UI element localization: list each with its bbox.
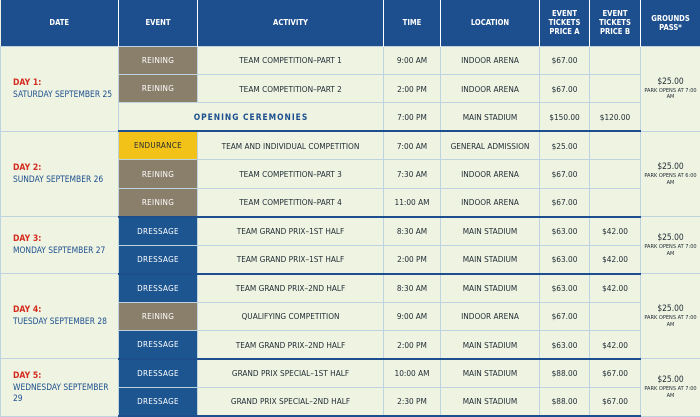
day-cell <box>1 46 119 131</box>
price-b-cell: $42.00 <box>590 217 641 245</box>
table-row <box>1 46 700 74</box>
activity-cell: GRAND PRIX SPECIAL–2ND HALF <box>198 387 384 416</box>
grounds-pass-price: $25.00 <box>657 374 684 385</box>
location-cell: INDOOR ARENA <box>441 74 540 102</box>
price-a-cell: $63.00 <box>540 245 590 273</box>
price-b-cell <box>590 302 641 330</box>
location-cell: MAIN STADIUM <box>441 103 540 131</box>
park-opens-note: PARK OPENS AT 7:00 AM <box>644 87 697 101</box>
table-row <box>1 274 700 302</box>
price-a-cell: $67.00 <box>540 302 590 330</box>
event-cell: DRESSAGE <box>119 245 198 273</box>
park-opens-note: PARK OPENS AT 7:00 AM <box>644 244 697 257</box>
table-row <box>1 359 700 387</box>
event-cell: REINING <box>119 74 198 102</box>
price-a-cell: $67.00 <box>540 188 590 216</box>
time-cell: 7:00 PM <box>384 103 441 131</box>
activity-cell: TEAM GRAND PRIX–1ST HALF <box>198 217 384 245</box>
header-event: EVENT <box>119 0 198 46</box>
activity-cell: TEAM GRAND PRIX–2ND HALF <box>198 331 384 359</box>
day-label: DAY 3: <box>13 234 42 245</box>
time-cell: 8:30 AM <box>384 274 441 302</box>
price-b-cell <box>590 188 641 216</box>
park-opens-note: PARK OPENS AT 6:00 AM <box>644 173 697 186</box>
activity-cell: TEAM GRAND PRIX–1ST HALF <box>198 245 384 273</box>
header-row <box>1 0 700 46</box>
price-a-cell: $67.00 <box>540 160 590 188</box>
day-date: SATURDAY SEPTEMBER 25 <box>13 88 113 99</box>
time-cell: 9:00 AM <box>384 302 441 330</box>
day-cell <box>1 131 119 216</box>
price-a-cell: $63.00 <box>540 331 590 359</box>
header-location: LOCATION <box>441 0 540 46</box>
location-cell: MAIN STADIUM <box>441 387 540 416</box>
price-a-cell: $150.00 <box>540 103 590 131</box>
day-label: DAY 5: <box>13 370 42 381</box>
activity-cell: TEAM AND INDIVIDUAL COMPETITION <box>198 131 384 159</box>
table-row <box>1 217 700 245</box>
price-b-cell: $67.00 <box>590 359 641 387</box>
event-cell: REINING <box>119 46 198 74</box>
price-a-cell: $67.00 <box>540 46 590 74</box>
event-cell: DRESSAGE <box>119 217 198 245</box>
event-cell: DRESSAGE <box>119 331 198 359</box>
event-cell: REINING <box>119 188 198 216</box>
event-cell: DRESSAGE <box>119 387 198 416</box>
day-date: SUNDAY SEPTEMBER 26 <box>13 174 104 185</box>
park-opens-note: PARK OPENS AT 7:00 AM <box>644 315 697 328</box>
event-cell: REINING <box>119 160 198 188</box>
price-a-cell: $88.00 <box>540 387 590 416</box>
price-b-cell <box>590 160 641 188</box>
grounds-pass-price: $25.00 <box>657 75 684 86</box>
table-row <box>1 131 700 159</box>
header-grounds-pass: GROUNDS PASS* <box>641 0 700 46</box>
event-cell: DRESSAGE <box>119 359 198 387</box>
day-cell <box>1 217 119 274</box>
grounds-pass-price: $25.00 <box>657 303 684 314</box>
day-cell <box>1 274 119 359</box>
activity-cell: TEAM GRAND PRIX–2ND HALF <box>198 274 384 302</box>
location-cell: MAIN STADIUM <box>441 274 540 302</box>
day-date: WEDNESDAY SEPTEMBER 29 <box>13 381 109 403</box>
time-cell: 2:00 PM <box>384 331 441 359</box>
grounds-pass-cell <box>641 274 700 359</box>
location-cell: INDOOR ARENA <box>441 302 540 330</box>
time-cell: 7:30 AM <box>384 160 441 188</box>
time-cell: 10:00 AM <box>384 359 441 387</box>
day-label: DAY 4: <box>13 305 42 316</box>
location-cell: MAIN STADIUM <box>441 217 540 245</box>
location-cell: MAIN STADIUM <box>441 331 540 359</box>
time-cell: 11:00 AM <box>384 188 441 216</box>
day-cell <box>1 359 119 416</box>
time-cell: 9:00 AM <box>384 46 441 74</box>
price-b-cell: $42.00 <box>590 245 641 273</box>
activity-cell: GRAND PRIX SPECIAL–1ST HALF <box>198 359 384 387</box>
header-price-a: EVENT TICKETS PRICE A <box>540 0 590 46</box>
time-cell: 2:00 PM <box>384 245 441 273</box>
time-cell: 2:00 PM <box>384 74 441 102</box>
location-cell: INDOOR ARENA <box>441 188 540 216</box>
location-cell: MAIN STADIUM <box>441 359 540 387</box>
price-a-cell: $25.00 <box>540 131 590 159</box>
grounds-pass-cell <box>641 131 700 216</box>
grounds-pass-price: $25.00 <box>657 232 684 243</box>
price-b-cell <box>590 46 641 74</box>
price-b-cell <box>590 74 641 102</box>
price-a-cell: $63.00 <box>540 274 590 302</box>
day-label: DAY 1: <box>13 77 42 88</box>
location-cell: INDOOR ARENA <box>441 160 540 188</box>
price-b-cell <box>590 131 641 159</box>
day-date: TUESDAY SEPTEMBER 28 <box>13 316 107 327</box>
time-cell: 8:30 AM <box>384 217 441 245</box>
grounds-pass-cell <box>641 46 700 131</box>
event-cell: REINING <box>119 302 198 330</box>
grounds-pass-price: $25.00 <box>657 161 684 172</box>
location-cell: INDOOR ARENA <box>441 46 540 74</box>
grounds-pass-cell <box>641 217 700 274</box>
price-b-cell: $120.00 <box>590 103 641 131</box>
header-time: TIME <box>384 0 441 46</box>
header-activity: ACTIVITY <box>198 0 384 46</box>
event-cell: ENDURANCE <box>119 131 198 159</box>
price-a-cell: $88.00 <box>540 359 590 387</box>
activity-cell: TEAM COMPETITION–PART 2 <box>198 74 384 102</box>
activity-cell: TEAM COMPETITION–PART 3 <box>198 160 384 188</box>
price-b-cell: $42.00 <box>590 274 641 302</box>
activity-cell: TEAM COMPETITION–PART 1 <box>198 46 384 74</box>
event-cell: DRESSAGE <box>119 274 198 302</box>
price-a-cell: $63.00 <box>540 217 590 245</box>
park-opens-note: PARK OPENS AT 7:00 AM <box>644 386 697 399</box>
location-cell: GENERAL ADMISSION <box>441 131 540 159</box>
schedule-body <box>1 46 700 416</box>
day-date: MONDAY SEPTEMBER 27 <box>13 245 106 256</box>
time-cell: 7:00 AM <box>384 131 441 159</box>
activity-cell: QUALIFYING COMPETITION <box>198 302 384 330</box>
activity-cell: TEAM COMPETITION–PART 4 <box>198 188 384 216</box>
time-cell: 2:30 PM <box>384 387 441 416</box>
grounds-pass-cell <box>641 359 700 416</box>
price-b-cell: $67.00 <box>590 387 641 416</box>
location-cell: MAIN STADIUM <box>441 245 540 273</box>
ceremony-cell: OPENING CEREMONIES <box>119 103 384 131</box>
header-price-b: EVENT TICKETS PRICE B <box>590 0 641 46</box>
day-label: DAY 2: <box>13 163 42 174</box>
header-date: DATE <box>1 0 119 46</box>
price-a-cell: $67.00 <box>540 74 590 102</box>
price-b-cell: $42.00 <box>590 331 641 359</box>
